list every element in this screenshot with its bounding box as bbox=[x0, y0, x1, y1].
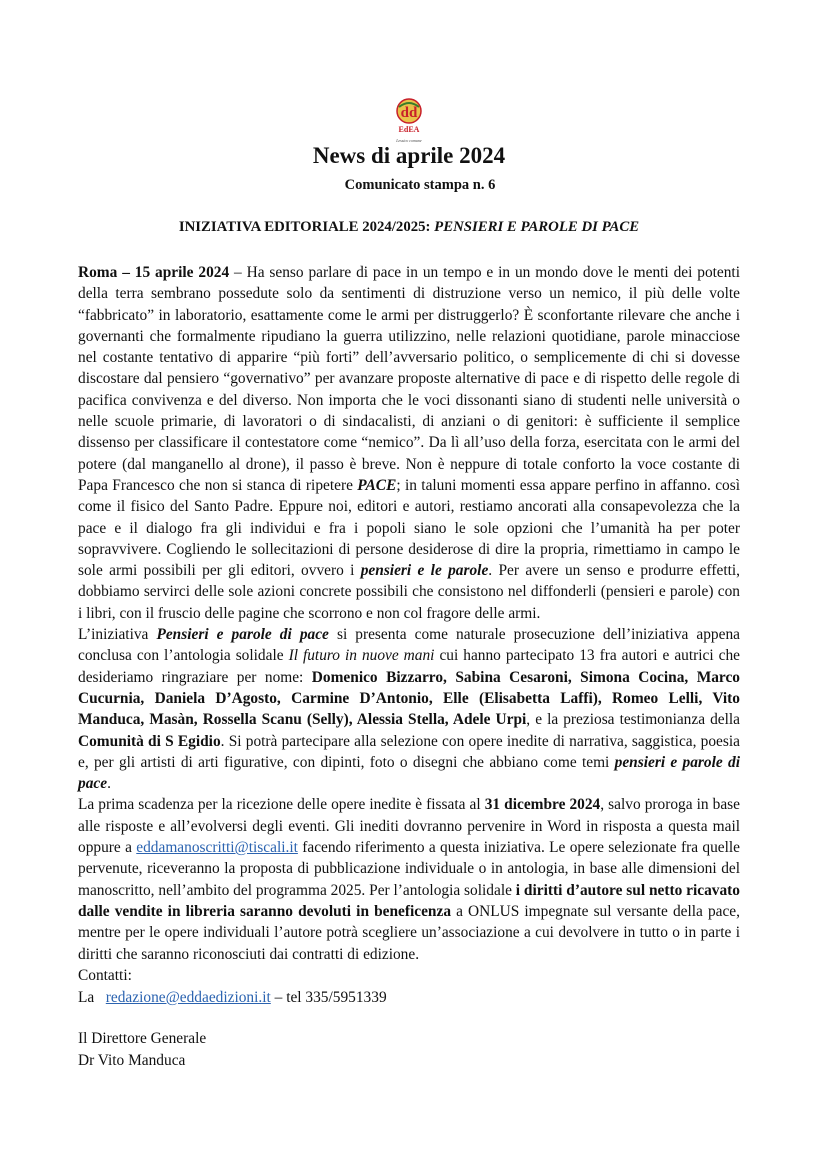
community-name: Comunità di S Egidio bbox=[78, 732, 221, 750]
royalties-statement: i diritti d’autore sul netto ricavato dalle vendite in libreria saranno devoluti in beneficenza bbox=[78, 881, 741, 920]
dateline: Roma – 15 aprile 2024 bbox=[78, 264, 230, 281]
themes-emphasis: pensieri e parole di pace bbox=[78, 753, 740, 793]
manuscripts-email-link[interactable]: eddamanoscritti@tiscali.it bbox=[136, 839, 298, 857]
edda-edizioni-logo-icon bbox=[387, 97, 431, 139]
paragraph-text: facendo riferimento a questa iniziativa. Le opere selezionate fra quelle pervenute, riceveranno la proposta di pubblicazione individuale o in antologia, in base alle dimensioni del manoscritto, nell’ambito del programma 2025. Per l’antologia solidale bbox=[78, 839, 740, 899]
paragraph-text: a ONLUS impegnate sul versante della pace, mentre per le opere individuali l’autore potrà scegliere un’associazione a cui devolvere in tutto o in parte i diritti che saranno riconosciuti dai contratti di edizione. bbox=[78, 902, 740, 963]
logo-tagline: Lessico comune bbox=[396, 138, 422, 143]
headline-italic: PENSIERI E PAROLE DI PACE bbox=[434, 219, 640, 235]
paragraph-text: . bbox=[107, 775, 111, 793]
paragraph-text: , salvo proroga in base alle risposte e all’evolversi degli eventi. Gli inediti dovranno pervenire in Word in risposta a questa mail oppure a bbox=[78, 796, 740, 857]
logo-letters: dd bbox=[400, 105, 418, 121]
authors-list: Domenico Bizzarro, Sabina Cesaroni, Simona Cocina, Marco Cucurnia, Daniela D’Agosto, Carmine D’Antonio, Elle (Elisabetta Laffi), Romeo Lelli, Vito Manduca, Masàn, Rossella Scanu (Selly), Alessia Stella, Adele Urpi bbox=[78, 668, 740, 729]
paragraph-text: . Per avere un senso e produrre effetti, dobbiamo servirci delle sole azioni concrete possibili che consistono nel diffonderli (pensieri e parole) con i libri, con il fruscio delle pagine che scorrono e non col fragore delle armi. bbox=[78, 562, 740, 622]
anthology-title: Il futuro in nuove mani bbox=[288, 647, 435, 665]
pensieri-parole-emphasis: pensieri e le parole bbox=[360, 562, 489, 580]
paragraph-text: . Si potrà partecipare alla selezione con opere inedite di narrativa, saggistica, poesia e, per gli artisti di arti figurative, con dipinti, foto o disegni che abbiano come temi bbox=[78, 732, 740, 771]
deadline-date: 31 dicembre 2024 bbox=[484, 796, 601, 814]
initiative-headline bbox=[0, 219, 818, 236]
paragraph-text: ; in taluni momenti essa appare perfino in affanno. così come il fisico del Santo Padre. Eppure noi, editori e autori, restiamo ancorati alla consapevolezza che la pace e il dialogo fra gli individui e fra i popoli siano le sole opzioni che l’umanità ha per poter sopravvivere. Cogliendo le sollecitazioni di persone desiderose di dire la propria, rimettiamo in campo le sole armi possibili per gli editori, ovvero i bbox=[78, 476, 740, 580]
initiative-name: Pensieri e parole di pace bbox=[156, 626, 329, 644]
paragraph-text: si presenta come naturale prosecuzione dell’iniziativa appena conclusa con l’antologia solidale bbox=[78, 626, 740, 665]
contacts-phone: – tel 335/5951339 bbox=[270, 989, 387, 1006]
logo-wordmark: EdEA bbox=[398, 125, 420, 134]
paragraph-text: La prima scadenza per la ricezione delle opere inedite è fissata al bbox=[78, 796, 485, 814]
contacts-block bbox=[78, 965, 740, 1009]
paragraph-text: cui hanno partecipato 13 fra autori e autrici che desideriamo ringraziare per nome: bbox=[78, 647, 740, 686]
press-release-number: Comunicato stampa n. 6 bbox=[344, 177, 496, 193]
editorial-email-link[interactable]: redazione@eddaedizioni.it bbox=[105, 989, 271, 1006]
contacts-prefix: La bbox=[78, 989, 106, 1006]
article-body bbox=[78, 262, 740, 965]
signature-block bbox=[78, 1028, 478, 1072]
paragraph-deadline bbox=[78, 794, 740, 964]
headline-prefix: INIZIATIVA EDITORIALE 2024/2025: bbox=[178, 219, 431, 235]
paragraph-text: L’iniziativa bbox=[78, 626, 157, 644]
signature-name: Dr Vito Manduca bbox=[78, 1052, 186, 1069]
contacts-line bbox=[78, 987, 740, 1009]
signature-role: Il Direttore Generale bbox=[78, 1030, 207, 1047]
pace-emphasis: PACE bbox=[357, 476, 397, 494]
paragraph-text: , e la preziosa testimonianza della bbox=[526, 711, 741, 729]
paragraph-initiative bbox=[78, 624, 740, 794]
paragraph-text: – Ha senso parlare di pace in un tempo e in un mondo dove le menti dei potenti della terra sembrano possedute solo da sentimenti di distruzione verso un nemico, il più delle volte “fabbricato” in laboratorio, esattamente come le armi per distruggerlo? È sconfortante rilevare che anche i governanti che formalmente ripudiano la guerra utilizzino, nelle relazioni quotidiane, parole minacciose nel costante tentativo di apparire “più forti” dell’avversario politico, o semplicemente di chi si dovesse discostare dal pensiero “governativo” per avanzare proposte alternative di pace e di rispetto delle regole di pacifica convivenza e del diverso. Non importa che le voci dissonanti siano di studenti nelle università o nelle scuole primarie, di lavoratori o di sindacalisti, di anziani o di genitori: è sufficiente il semplice dissenso per classificare il contestatore come “nemico”. Da lì all’uso della forza, esercitata con le armi del potere (dal manganello al drone), il passo è breve. Non è neppure di totale conforto la voce costante di Papa Francesco che non si stanca di ripetere bbox=[78, 264, 740, 494]
paragraph-intro bbox=[78, 262, 740, 624]
contacts-label: Contatti: bbox=[78, 967, 132, 984]
page-title: News di aprile 2024 bbox=[312, 143, 506, 168]
